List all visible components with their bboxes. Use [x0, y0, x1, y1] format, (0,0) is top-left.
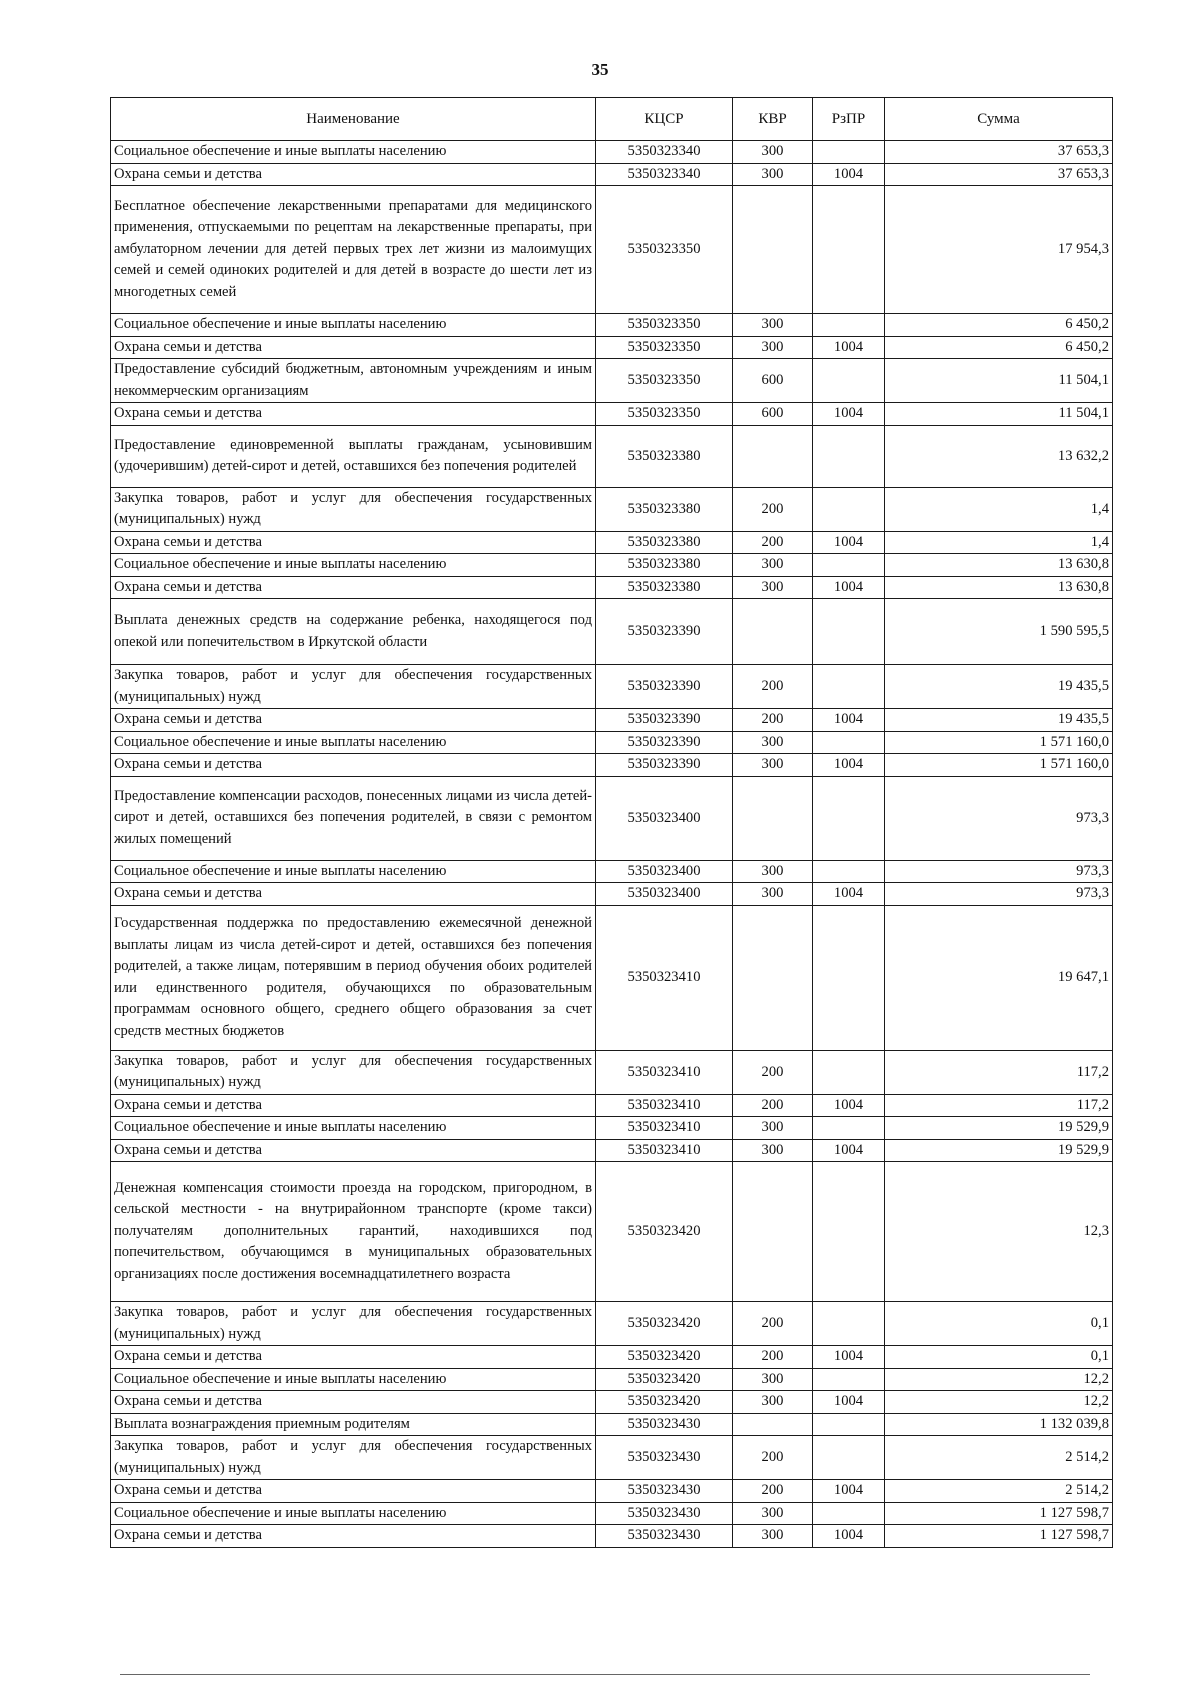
cell-rzpr: [813, 359, 885, 403]
cell-kvr: 200: [733, 665, 813, 709]
cell-sum: 2 514,2: [885, 1480, 1113, 1503]
cell-rzpr: 1004: [813, 336, 885, 359]
cell-kcsr: 5350323420: [596, 1391, 733, 1414]
cell-kcsr: 5350323410: [596, 905, 733, 1050]
cell-kvr: 300: [733, 1117, 813, 1140]
cell-name: Выплата вознаграждения приемным родителям: [111, 1413, 596, 1436]
cell-kvr: 200: [733, 1094, 813, 1117]
cell-name: Социальное обеспечение и иные выплаты населению: [111, 1502, 596, 1525]
cell-kcsr: 5350323350: [596, 314, 733, 337]
table-row: [111, 1368, 1113, 1391]
cell-kvr: 600: [733, 359, 813, 403]
cell-kvr: 600: [733, 403, 813, 426]
cell-name: Закупка товаров, работ и услуг для обеспечения государственных (муниципальных) нужд: [111, 1050, 596, 1094]
cell-kvr: [733, 776, 813, 860]
cell-name: Охрана семьи и детства: [111, 1480, 596, 1503]
cell-kvr: [733, 1162, 813, 1302]
cell-rzpr: [813, 599, 885, 665]
cell-name: Охрана семьи и детства: [111, 576, 596, 599]
cell-rzpr: [813, 1502, 885, 1525]
table-row: [111, 336, 1113, 359]
cell-kvr: 300: [733, 860, 813, 883]
cell-rzpr: 1004: [813, 754, 885, 777]
table-row: [111, 776, 1113, 860]
cell-name: Охрана семьи и детства: [111, 531, 596, 554]
cell-rzpr: [813, 141, 885, 164]
cell-rzpr: [813, 186, 885, 314]
cell-kcsr: 5350323380: [596, 531, 733, 554]
cell-kvr: 200: [733, 531, 813, 554]
cell-kcsr: 5350323350: [596, 403, 733, 426]
cell-kvr: [733, 599, 813, 665]
cell-rzpr: 1004: [813, 1480, 885, 1503]
cell-rzpr: 1004: [813, 883, 885, 906]
cell-name: Охрана семьи и детства: [111, 1346, 596, 1369]
table-row: [111, 314, 1113, 337]
cell-sum: 19 529,9: [885, 1117, 1113, 1140]
table-row: [111, 1391, 1113, 1414]
cell-rzpr: [813, 905, 885, 1050]
cell-kcsr: 5350323380: [596, 487, 733, 531]
cell-sum: 1 132 039,8: [885, 1413, 1113, 1436]
cell-kcsr: 5350323410: [596, 1094, 733, 1117]
cell-sum: 13 632,2: [885, 425, 1113, 487]
cell-kvr: 200: [733, 1346, 813, 1369]
cell-kcsr: 5350323390: [596, 599, 733, 665]
cell-kvr: 300: [733, 1525, 813, 1548]
table-row: [111, 531, 1113, 554]
cell-sum: 11 504,1: [885, 403, 1113, 426]
table-header-row: [111, 98, 1113, 141]
cell-sum: 0,1: [885, 1302, 1113, 1346]
cell-kvr: [733, 905, 813, 1050]
cell-kvr: 300: [733, 141, 813, 164]
cell-name: Выплата денежных средств на содержание ребенка, находящегося под опекой или попечительством в Иркутской области: [111, 599, 596, 665]
cell-sum: 117,2: [885, 1050, 1113, 1094]
cell-sum: 13 630,8: [885, 554, 1113, 577]
cell-name: Охрана семьи и детства: [111, 709, 596, 732]
cell-rzpr: 1004: [813, 1139, 885, 1162]
cell-rzpr: 1004: [813, 1391, 885, 1414]
cell-name: Охрана семьи и детства: [111, 336, 596, 359]
cell-kcsr: 5350323380: [596, 425, 733, 487]
cell-rzpr: 1004: [813, 1094, 885, 1117]
cell-kvr: 300: [733, 336, 813, 359]
cell-name: Социальное обеспечение и иные выплаты населению: [111, 1117, 596, 1140]
cell-kvr: [733, 425, 813, 487]
cell-kvr: [733, 1413, 813, 1436]
cell-rzpr: 1004: [813, 1346, 885, 1369]
table-row: [111, 731, 1113, 754]
cell-name: Социальное обеспечение и иные выплаты населению: [111, 314, 596, 337]
table-row: [111, 1162, 1113, 1302]
cell-sum: 19 647,1: [885, 905, 1113, 1050]
cell-kvr: 200: [733, 1480, 813, 1503]
cell-kcsr: 5350323390: [596, 709, 733, 732]
cell-sum: 1,4: [885, 487, 1113, 531]
cell-sum: 17 954,3: [885, 186, 1113, 314]
cell-name: Предоставление единовременной выплаты гражданам, усыновившим (удочерившим) детей-сирот и детей, оставшихся без попечения родителей: [111, 425, 596, 487]
cell-rzpr: [813, 776, 885, 860]
column-header-kvr: КВР: [733, 98, 813, 141]
cell-kcsr: 5350323340: [596, 163, 733, 186]
cell-name: Охрана семьи и детства: [111, 163, 596, 186]
cell-rzpr: [813, 1436, 885, 1480]
cell-kvr: 300: [733, 576, 813, 599]
cell-rzpr: 1004: [813, 709, 885, 732]
page-number: 35: [591, 60, 609, 79]
cell-sum: 1,4: [885, 531, 1113, 554]
cell-kcsr: 5350323380: [596, 576, 733, 599]
cell-kvr: 300: [733, 1368, 813, 1391]
cell-kcsr: 5350323400: [596, 776, 733, 860]
table-row: [111, 554, 1113, 577]
table-row: [111, 1139, 1113, 1162]
cell-rzpr: [813, 1368, 885, 1391]
cell-rzpr: 1004: [813, 531, 885, 554]
cell-sum: 19 529,9: [885, 1139, 1113, 1162]
table-row: [111, 860, 1113, 883]
cell-sum: 1 590 595,5: [885, 599, 1113, 665]
cell-rzpr: 1004: [813, 403, 885, 426]
cell-name: Социальное обеспечение и иные выплаты населению: [111, 860, 596, 883]
cell-kcsr: 5350323350: [596, 336, 733, 359]
table-row: [111, 1094, 1113, 1117]
cell-sum: 973,3: [885, 776, 1113, 860]
table-row: [111, 599, 1113, 665]
cell-rzpr: [813, 554, 885, 577]
cell-kvr: 300: [733, 731, 813, 754]
cell-kvr: 200: [733, 487, 813, 531]
cell-kcsr: 5350323420: [596, 1302, 733, 1346]
cell-kvr: 300: [733, 1391, 813, 1414]
cell-kcsr: 5350323350: [596, 186, 733, 314]
cell-sum: 11 504,1: [885, 359, 1113, 403]
cell-name: Закупка товаров, работ и услуг для обеспечения государственных (муниципальных) нужд: [111, 665, 596, 709]
cell-rzpr: [813, 487, 885, 531]
cell-sum: 12,3: [885, 1162, 1113, 1302]
table-row: [111, 425, 1113, 487]
table-row: [111, 576, 1113, 599]
cell-sum: 12,2: [885, 1391, 1113, 1414]
table-row: [111, 1302, 1113, 1346]
table-row: [111, 1502, 1113, 1525]
table-row: [111, 1525, 1113, 1548]
cell-kcsr: 5350323400: [596, 860, 733, 883]
table-row: [111, 905, 1113, 1050]
cell-kcsr: 5350323410: [596, 1117, 733, 1140]
column-header-name: Наименование: [111, 98, 596, 141]
cell-kcsr: 5350323430: [596, 1413, 733, 1436]
cell-sum: 37 653,3: [885, 163, 1113, 186]
cell-rzpr: [813, 731, 885, 754]
cell-sum: 37 653,3: [885, 141, 1113, 164]
cell-kvr: 300: [733, 1502, 813, 1525]
cell-kvr: 300: [733, 554, 813, 577]
cell-kcsr: 5350323400: [596, 883, 733, 906]
table-row: [111, 754, 1113, 777]
column-header-sum: Сумма: [885, 98, 1113, 141]
table-row: [111, 1117, 1113, 1140]
cell-kcsr: 5350323380: [596, 554, 733, 577]
cell-name: Закупка товаров, работ и услуг для обеспечения государственных (муниципальных) нужд: [111, 1302, 596, 1346]
cell-rzpr: 1004: [813, 576, 885, 599]
cell-rzpr: [813, 1117, 885, 1140]
cell-rzpr: [813, 665, 885, 709]
cell-kcsr: 5350323430: [596, 1480, 733, 1503]
cell-kcsr: 5350323410: [596, 1050, 733, 1094]
cell-name: Социальное обеспечение и иные выплаты населению: [111, 141, 596, 164]
table-row: [111, 359, 1113, 403]
table-row: [111, 1436, 1113, 1480]
cell-name: Бесплатное обеспечение лекарственными препаратами для медицинского применения, отпускаемыми по рецептам на лекарственные препараты, при амбулаторном лечении для детей первых трех лет жизни из малоимущих семей и семей одиноких родителей и для детей в возрасте до шести лет из многодетных семей: [111, 186, 596, 314]
cell-kcsr: 5350323420: [596, 1346, 733, 1369]
cell-kvr: 200: [733, 709, 813, 732]
cell-kvr: 300: [733, 1139, 813, 1162]
table-row: [111, 186, 1113, 314]
footer-rule: [120, 1674, 1090, 1675]
cell-kvr: 300: [733, 163, 813, 186]
cell-sum: 19 435,5: [885, 665, 1113, 709]
cell-name: Социальное обеспечение и иные выплаты населению: [111, 1368, 596, 1391]
table-row: [111, 1480, 1113, 1503]
cell-kcsr: 5350323420: [596, 1162, 733, 1302]
cell-rzpr: [813, 1413, 885, 1436]
cell-rzpr: [813, 1162, 885, 1302]
cell-sum: 6 450,2: [885, 336, 1113, 359]
cell-rzpr: [813, 1050, 885, 1094]
cell-kvr: 200: [733, 1436, 813, 1480]
cell-kvr: 200: [733, 1050, 813, 1094]
cell-name: Охрана семьи и детства: [111, 1391, 596, 1414]
cell-name: Охрана семьи и детства: [111, 403, 596, 426]
cell-sum: 19 435,5: [885, 709, 1113, 732]
table-row: [111, 403, 1113, 426]
cell-kcsr: 5350323340: [596, 141, 733, 164]
cell-kcsr: 5350323430: [596, 1525, 733, 1548]
cell-kvr: [733, 186, 813, 314]
cell-kcsr: 5350323410: [596, 1139, 733, 1162]
table-row: [111, 665, 1113, 709]
cell-sum: 1 571 160,0: [885, 754, 1113, 777]
cell-kcsr: 5350323390: [596, 731, 733, 754]
table-row: [111, 487, 1113, 531]
table-body: [111, 141, 1113, 1548]
cell-sum: 973,3: [885, 860, 1113, 883]
cell-sum: 12,2: [885, 1368, 1113, 1391]
cell-name: Охрана семьи и детства: [111, 1525, 596, 1548]
table-row: [111, 1050, 1113, 1094]
cell-kcsr: 5350323430: [596, 1502, 733, 1525]
cell-name: Охрана семьи и детства: [111, 1094, 596, 1117]
cell-sum: 2 514,2: [885, 1436, 1113, 1480]
table-row: [111, 141, 1113, 164]
cell-sum: 973,3: [885, 883, 1113, 906]
cell-name: Предоставление компенсации расходов, понесенных лицами из числа детей-сирот и детей, оставшихся без попечения родителей, в связи с ремонтом жилых помещений: [111, 776, 596, 860]
cell-name: Денежная компенсация стоимости проезда на городском, пригородном, в сельской местности - на внутрирайонном транспорте (кроме такси) получателям дополнительных гарантий, находившихся под попечительством, обучающимся в муниципальных образовательных организациях после достижения восемнадцатилетнего возраста: [111, 1162, 596, 1302]
cell-kcsr: 5350323350: [596, 359, 733, 403]
cell-name: Социальное обеспечение и иные выплаты населению: [111, 731, 596, 754]
cell-name: Предоставление субсидий бюджетным, автономным учреждениям и иным некоммерческим организациям: [111, 359, 596, 403]
cell-kvr: 300: [733, 754, 813, 777]
cell-name: Охрана семьи и детства: [111, 883, 596, 906]
cell-kvr: 200: [733, 1302, 813, 1346]
cell-rzpr: 1004: [813, 1525, 885, 1548]
cell-sum: 117,2: [885, 1094, 1113, 1117]
cell-sum: 6 450,2: [885, 314, 1113, 337]
cell-rzpr: [813, 425, 885, 487]
cell-sum: 1 127 598,7: [885, 1502, 1113, 1525]
cell-name: Государственная поддержка по предоставлению ежемесячной денежной выплаты лицам из числа детей-сирот и детей, оставшихся без попечения родителей, а также лицам, потерявшим в период обучения обоих родителей или единственного родителя, обучающихся по образовательным программам основного общего, среднего общего образования за счет средств местных бюджетов: [111, 905, 596, 1050]
cell-kvr: 300: [733, 314, 813, 337]
table-row: [111, 883, 1113, 906]
cell-sum: 1 571 160,0: [885, 731, 1113, 754]
table-row: [111, 163, 1113, 186]
cell-name: Закупка товаров, работ и услуг для обеспечения государственных (муниципальных) нужд: [111, 1436, 596, 1480]
cell-rzpr: 1004: [813, 163, 885, 186]
table-row: [111, 709, 1113, 732]
cell-kcsr: 5350323420: [596, 1368, 733, 1391]
budget-table: [110, 97, 1113, 1548]
cell-sum: 13 630,8: [885, 576, 1113, 599]
cell-name: Охрана семьи и детства: [111, 1139, 596, 1162]
cell-kvr: 300: [733, 883, 813, 906]
cell-sum: 0,1: [885, 1346, 1113, 1369]
cell-rzpr: [813, 1302, 885, 1346]
cell-name: Закупка товаров, работ и услуг для обеспечения государственных (муниципальных) нужд: [111, 487, 596, 531]
cell-kcsr: 5350323390: [596, 665, 733, 709]
cell-rzpr: [813, 860, 885, 883]
cell-name: Охрана семьи и детства: [111, 754, 596, 777]
column-header-kcsr: КЦСР: [596, 98, 733, 141]
cell-sum: 1 127 598,7: [885, 1525, 1113, 1548]
cell-name: Социальное обеспечение и иные выплаты населению: [111, 554, 596, 577]
column-header-rzpr: РзПР: [813, 98, 885, 141]
cell-kcsr: 5350323390: [596, 754, 733, 777]
table-row: [111, 1413, 1113, 1436]
cell-rzpr: [813, 314, 885, 337]
table-row: [111, 1346, 1113, 1369]
cell-kcsr: 5350323430: [596, 1436, 733, 1480]
